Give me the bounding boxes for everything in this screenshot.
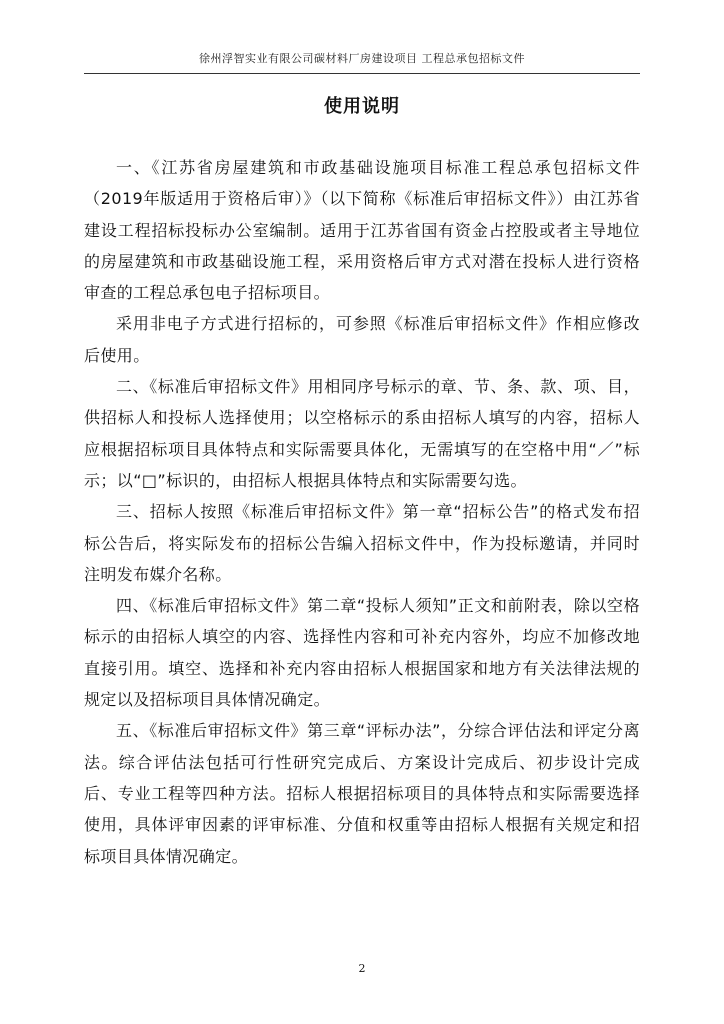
page-title: 使用说明 <box>324 96 400 117</box>
running-header: 徐州浮智实业有限公司碳材料厂房建设项目 工程总承包招标文件 <box>199 52 525 65</box>
paragraph-4: 三、招标人按照《标准后审招标文件》第一章“招标公告”的格式发布招标公告后，将实际发布的招标公告编入招标文件中，作为投标邀请，并同时注明发布媒介名称。 <box>84 502 640 584</box>
document-body <box>84 152 640 872</box>
paragraph-3: 二、《标准后审招标文件》用相同序号标示的章、节、条、款、项、目，供招标人和投标人选择使用；以空格标示的系由招标人填写的内容，招标人应根据招标项目具体特点和实际需要具体化，无需填写的在空格中用“／”标示；以“□”标识的，由招标人根据具体特点和实际需要勾选。 <box>84 377 640 490</box>
header-divider <box>84 73 640 74</box>
paragraph-5: 四、《标准后审招标文件》第二章“投标人须知”正文和前附表，除以空格标示的由招标人填空的内容、选择性内容和可补充内容外，均应不加修改地直接引用。填空、选择和补充内容由招标人根据国家和地方有关法律法规的规定以及招标项目具体情况确定。 <box>84 596 640 710</box>
page-number: 2 <box>358 962 366 975</box>
paragraph-1: 一、《江苏省房屋建筑和市政基础设施项目标准工程总承包招标文件（2019年版适用于资格后审）》（以下简称《标准后审招标文件》）由江苏省建设工程招标投标办公室编制。适用于江苏省国有资金占控股或者主导地位的房屋建筑和市政基础设施工程，采用资格后审方式对潜在投标人进行资格审查的工程总承包电子招标项目。 <box>84 158 640 303</box>
paragraph-6: 五、《标准后审招标文件》第三章“评标办法”，分综合评估法和评定分离法。综合评估法包括可行性研究完成后、方案设计完成后、初步设计完成后、专业工程等四种方法。招标人根据招标项目的具体特点和实际需要选择使用，具体评审因素的评审标准、分值和权重等由招标人根据有关规定和招标项目具体情况确定。 <box>84 721 640 866</box>
paragraph-2: 采用非电子方式进行招标的，可参照《标准后审招标文件》作相应修改后使用。 <box>84 314 640 365</box>
